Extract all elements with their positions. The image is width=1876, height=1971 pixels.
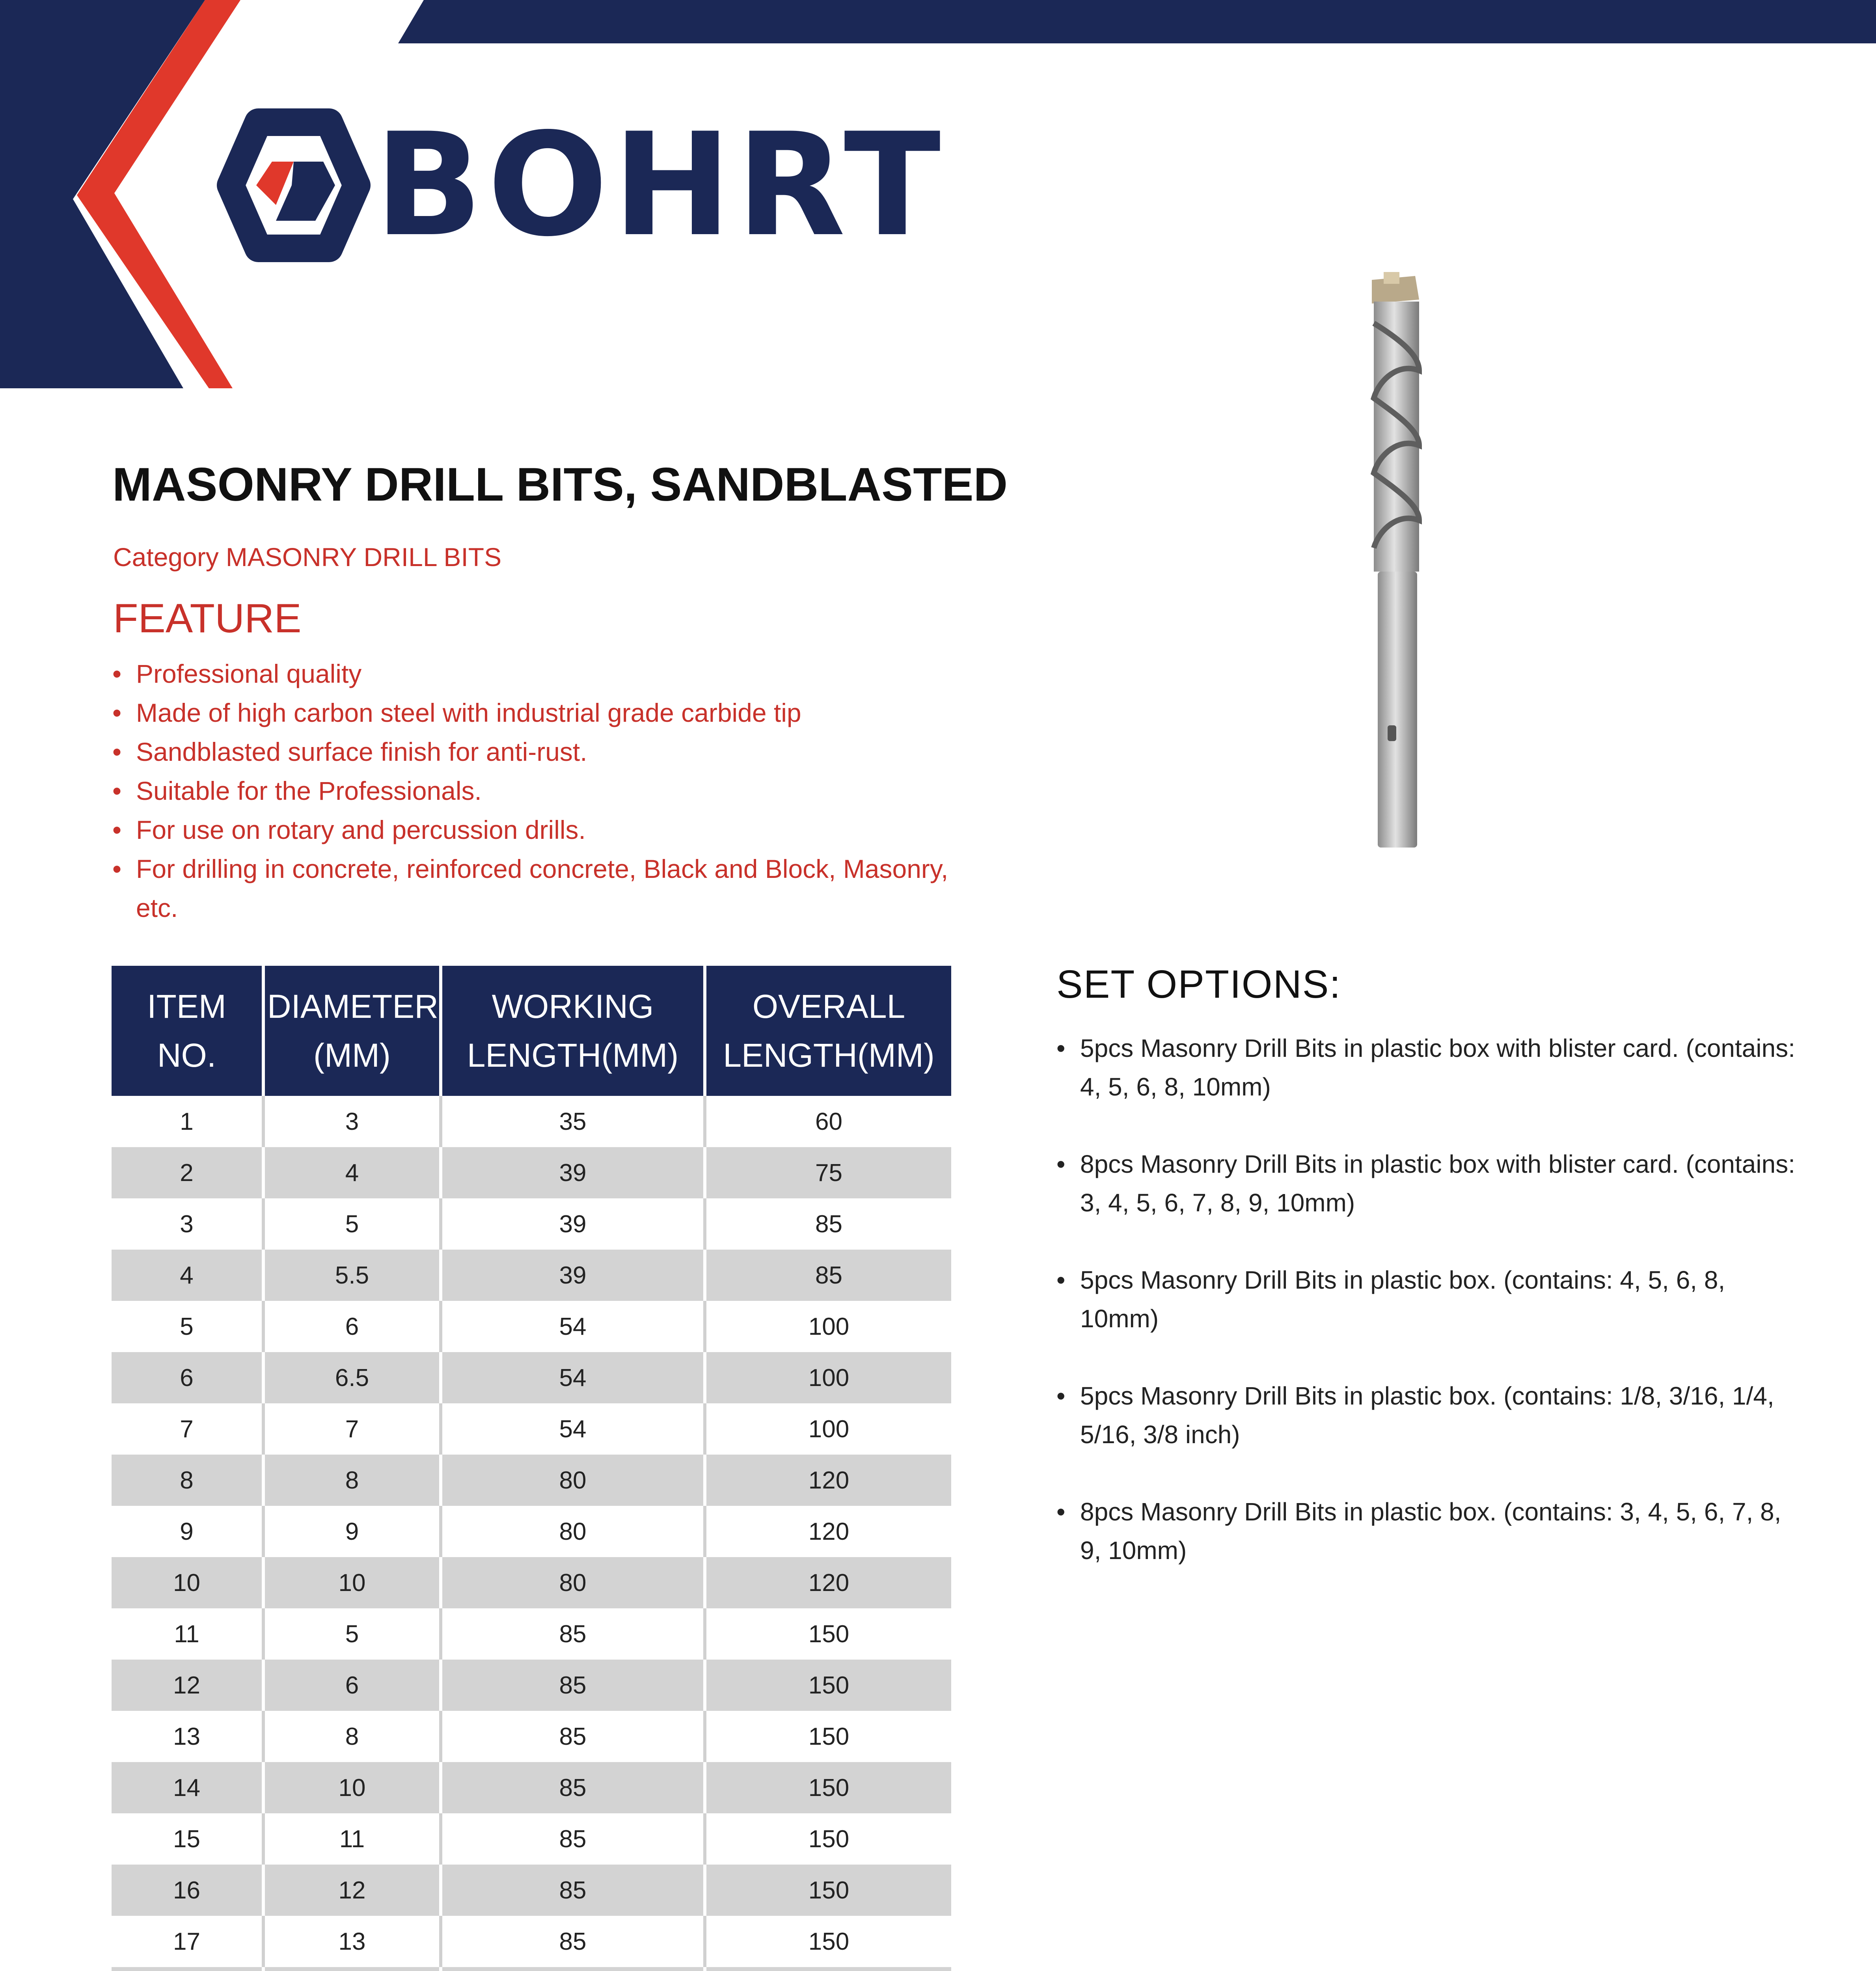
cell-overall-length: 150 [705, 1916, 951, 1967]
cell-overall-length: 85 [705, 1198, 951, 1250]
cell-overall-length: 75 [705, 1147, 951, 1198]
table-row [112, 1711, 951, 1762]
cell-diameter: 11 [263, 1813, 441, 1865]
cell-item-no: 16 [112, 1865, 263, 1916]
page-title: MASONRY DRILL BITS, SANDBLASTED [112, 458, 1008, 511]
table-row [112, 1916, 951, 1967]
cell-item-no: 13 [112, 1711, 263, 1762]
cell-overall-length: 120 [705, 1557, 951, 1608]
header-diameter: DIAMETER (MM) [263, 966, 441, 1096]
cell-diameter: 10 [263, 1762, 441, 1813]
cell-overall-length: 150 [705, 1813, 951, 1865]
cell-diameter: 6 [263, 1660, 441, 1711]
feature-item: • Sandblasted surface finish for anti-rust. [112, 732, 952, 771]
table-row [112, 1762, 951, 1813]
cell-working-length: 39 [441, 1198, 705, 1250]
cell-working-length: 54 [441, 1301, 705, 1352]
set-options-list [1056, 1029, 1805, 1608]
cell-diameter: 5 [263, 1198, 441, 1250]
cell-overall-length: 150 [705, 1608, 951, 1660]
cell-diameter [263, 1967, 441, 1971]
cell-diameter: 5.5 [263, 1250, 441, 1301]
cell-diameter: 4 [263, 1147, 441, 1198]
cell-item-no: 2 [112, 1147, 263, 1198]
cell-working-length: 85 [441, 1762, 705, 1813]
category-line [113, 542, 501, 572]
cell-overall-length: 150 [705, 1660, 951, 1711]
cell-overall-length: 120 [705, 1455, 951, 1506]
feature-list [112, 654, 952, 928]
set-option-item: • 8pcs Masonry Drill Bits in plastic box with blister card. (contains: 3, 4, 5, 6, 7, 8, 9, 10mm) [1056, 1145, 1805, 1222]
table-row [112, 1865, 951, 1916]
cell-working-length: 80 [441, 1557, 705, 1608]
table-row [112, 1198, 951, 1250]
set-options-heading: SET OPTIONS: [1056, 962, 1341, 1006]
cell-diameter: 10 [263, 1557, 441, 1608]
feature-item: • For drilling in concrete, reinforced concrete, Black and Block, Masonry, etc. [112, 850, 952, 928]
cell-item-no: 10 [112, 1557, 263, 1608]
cell-item-no: 3 [112, 1198, 263, 1250]
cell-diameter: 7 [263, 1403, 441, 1455]
set-option-item: • 5pcs Masonry Drill Bits in plastic box with blister card. (contains: 4, 5, 6, 8, 10mm) [1056, 1029, 1805, 1106]
feature-item: • Suitable for the Professionals. [112, 771, 952, 810]
cell-diameter: 3 [263, 1096, 441, 1147]
cell-diameter: 13 [263, 1916, 441, 1967]
table-row [112, 1455, 951, 1506]
brand-logo-icon [231, 122, 357, 248]
cell-overall-length: 100 [705, 1301, 951, 1352]
cell-item-no: 7 [112, 1403, 263, 1455]
cell-item-no: 12 [112, 1660, 263, 1711]
feature-item: • Professional quality [112, 654, 952, 693]
spec-table [112, 966, 951, 1971]
cell-working-length [441, 1967, 705, 1971]
set-option-item: • 5pcs Masonry Drill Bits in plastic box. (contains: 4, 5, 6, 8, 10mm) [1056, 1261, 1805, 1338]
cell-working-length: 85 [441, 1865, 705, 1916]
cell-diameter: 6 [263, 1301, 441, 1352]
cell-working-length: 80 [441, 1455, 705, 1506]
cell-item-no: 15 [112, 1813, 263, 1865]
table-row [112, 1147, 951, 1198]
header-working-length: WORKING LENGTH(MM) [441, 966, 705, 1096]
category-label: Category [113, 542, 219, 572]
cell-item-no: 14 [112, 1762, 263, 1813]
cell-overall-length [705, 1967, 951, 1971]
cell-item-no: 8 [112, 1455, 263, 1506]
table-row [112, 1096, 951, 1147]
cell-working-length: 85 [441, 1608, 705, 1660]
banner-top-stripe [398, 0, 1876, 43]
feature-item: • For use on rotary and percussion drills. [112, 810, 952, 850]
category-value: MASONRY DRILL BITS [225, 542, 502, 572]
table-body [112, 1096, 951, 1971]
cell-overall-length: 150 [705, 1762, 951, 1813]
cell-diameter: 6.5 [263, 1352, 441, 1403]
cell-item-no: 11 [112, 1608, 263, 1660]
cell-item-no: 17 [112, 1916, 263, 1967]
table-row [112, 1301, 951, 1352]
drill-bit-image [1356, 272, 1435, 855]
cell-overall-length: 100 [705, 1403, 951, 1455]
cell-overall-length: 150 [705, 1711, 951, 1762]
cell-item-no: 4 [112, 1250, 263, 1301]
cell-working-length: 39 [441, 1147, 705, 1198]
cell-working-length: 85 [441, 1916, 705, 1967]
cell-item-no: 9 [112, 1506, 263, 1557]
cell-working-length: 54 [441, 1352, 705, 1403]
cell-overall-length: 100 [705, 1352, 951, 1403]
cell-working-length: 39 [441, 1250, 705, 1301]
table-row [112, 1352, 951, 1403]
brand-wordmark: BOHRT [374, 102, 946, 268]
cell-item-no [112, 1967, 263, 1971]
cell-overall-length: 85 [705, 1250, 951, 1301]
cell-item-no: 5 [112, 1301, 263, 1352]
cell-working-length: 80 [441, 1506, 705, 1557]
cell-working-length: 85 [441, 1660, 705, 1711]
cell-diameter: 9 [263, 1506, 441, 1557]
feature-item: • Made of high carbon steel with industrial grade carbide tip [112, 693, 952, 732]
table-row [112, 1608, 951, 1660]
cell-diameter: 5 [263, 1608, 441, 1660]
cell-overall-length: 150 [705, 1865, 951, 1916]
cell-working-length: 35 [441, 1096, 705, 1147]
cell-working-length: 54 [441, 1403, 705, 1455]
cell-working-length: 85 [441, 1813, 705, 1865]
cell-item-no: 1 [112, 1096, 263, 1147]
table-row [112, 1813, 951, 1865]
cell-diameter: 12 [263, 1865, 441, 1916]
cell-diameter: 8 [263, 1711, 441, 1762]
cell-working-length: 85 [441, 1711, 705, 1762]
header-item-no: ITEM NO. [112, 966, 263, 1096]
table-row [112, 1967, 951, 1971]
cell-overall-length: 120 [705, 1506, 951, 1557]
set-option-item: • 5pcs Masonry Drill Bits in plastic box. (contains: 1/8, 3/16, 1/4, 5/16, 3/8 inch) [1056, 1377, 1805, 1454]
set-option-item: • 8pcs Masonry Drill Bits in plastic box. (contains: 3, 4, 5, 6, 7, 8, 9, 10mm) [1056, 1492, 1805, 1570]
table-row [112, 1250, 951, 1301]
feature-heading: FEATURE [113, 596, 302, 641]
header-overall-length: OVERALL LENGTH(MM) [705, 966, 951, 1096]
table-header-row [112, 966, 951, 1096]
table-row [112, 1660, 951, 1711]
cell-overall-length: 60 [705, 1096, 951, 1147]
cell-item-no: 6 [112, 1352, 263, 1403]
table-row [112, 1403, 951, 1455]
table-row [112, 1557, 951, 1608]
cell-diameter: 8 [263, 1455, 441, 1506]
table-row [112, 1506, 951, 1557]
